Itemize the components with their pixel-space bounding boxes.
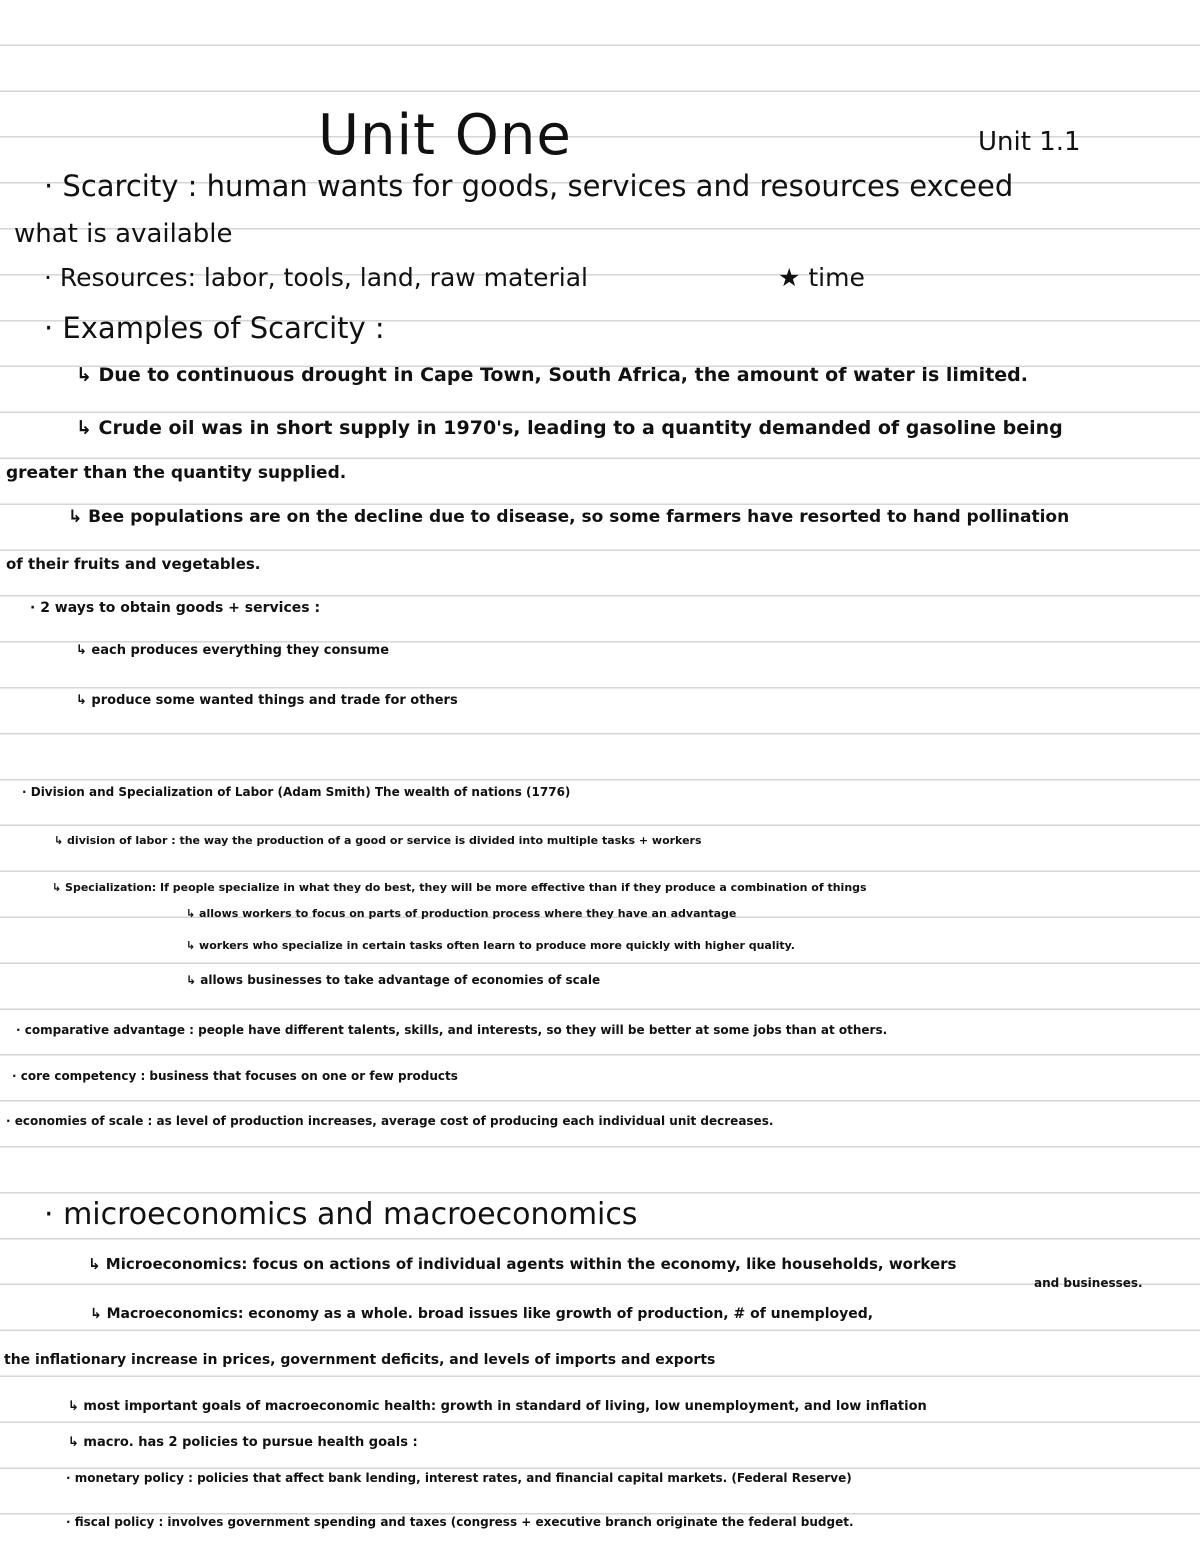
division-heading: · Division and Specialization of Labor (Adam Smith) The wealth of nations (1776) [22, 786, 571, 799]
comparative-advantage: · comparative advantage : people have different talents, skills, and interests, so they will be better at some jobs than at others. [16, 1024, 888, 1037]
example-drought: ↳ Due to continuous drought in Cape Town, South Africa, the amount of water is limited. [76, 365, 1028, 386]
scarcity-definition: · Scarcity : human wants for goods, services and resources exceed [44, 170, 1014, 203]
example-crude-oil: ↳ Crude oil was in short supply in 1970's, leading to a quantity demanded of gasoline being [76, 418, 1063, 439]
example-bees: ↳ Bee populations are on the decline due to disease, so some farmers have resorted to hand pollination [68, 508, 1070, 527]
way-item: ↳ produce some wanted things and trade for others [76, 694, 458, 708]
specialization-point: ↳ workers who specialize in certain tasks often learn to produce more quickly with higher quality. [186, 940, 795, 952]
page-title: Unit One [318, 104, 572, 168]
specialization-point: ↳ allows businesses to take advantage of economies of scale [186, 974, 601, 987]
specialization: ↳ Specialization: If people specialize in what they do best, they will be more effective than if they produce a combination of things [52, 882, 867, 894]
macroeconomics-definition: ↳ Macroeconomics: economy as a whole. broad issues like growth of production, # of unemployed, [90, 1306, 874, 1322]
macro-policies: ↳ macro. has 2 policies to pursue health goals : [68, 1436, 418, 1450]
way-item: ↳ each produces everything they consume [76, 644, 390, 658]
scarcity-definition-cont: what is available [14, 220, 233, 249]
microeconomics-definition-cont: and businesses. [1034, 1277, 1143, 1290]
monetary-policy: · monetary policy : policies that affect bank lending, interest rates, and financial capital markets. (Federal Reserve) [66, 1472, 852, 1485]
fiscal-policy: · fiscal policy : involves government spending and taxes (congress + executive branch originate the federal budget. [66, 1516, 854, 1529]
microeconomics-definition: ↳ Microeconomics: focus on actions of individual agents within the economy, like households, workers [88, 1256, 957, 1273]
example-crude-oil-cont: greater than the quantity supplied. [6, 464, 347, 483]
examples-heading: · Examples of Scarcity : [44, 312, 385, 345]
unit-label: Unit 1.1 [978, 128, 1081, 157]
ways-heading: · 2 ways to obtain goods + services : [30, 600, 321, 616]
resources-line: · Resources: labor, tools, land, raw material [44, 264, 589, 292]
micro-macro-heading: · microeconomics and macroeconomics [44, 1198, 638, 1232]
division-of-labor: ↳ division of labor : the way the production of a good or service is divided into multiple tasks + workers [54, 835, 702, 847]
core-competency: · core competency : business that focuses on one or few products [12, 1070, 458, 1083]
economies-of-scale: · economies of scale : as level of production increases, average cost of producing each individual unit decreases. [6, 1115, 774, 1128]
specialization-point: ↳ allows workers to focus on parts of production process where they have an advantage [186, 908, 737, 920]
macroeconomics-definition-cont: the inflationary increase in prices, government deficits, and levels of imports and exports [4, 1352, 716, 1368]
macro-goals: ↳ most important goals of macroeconomic health: growth in standard of living, low unemployment, and low inflation [68, 1400, 927, 1414]
resources-star-note: ★ time [778, 264, 865, 292]
example-bees-cont: of their fruits and vegetables. [6, 556, 261, 573]
